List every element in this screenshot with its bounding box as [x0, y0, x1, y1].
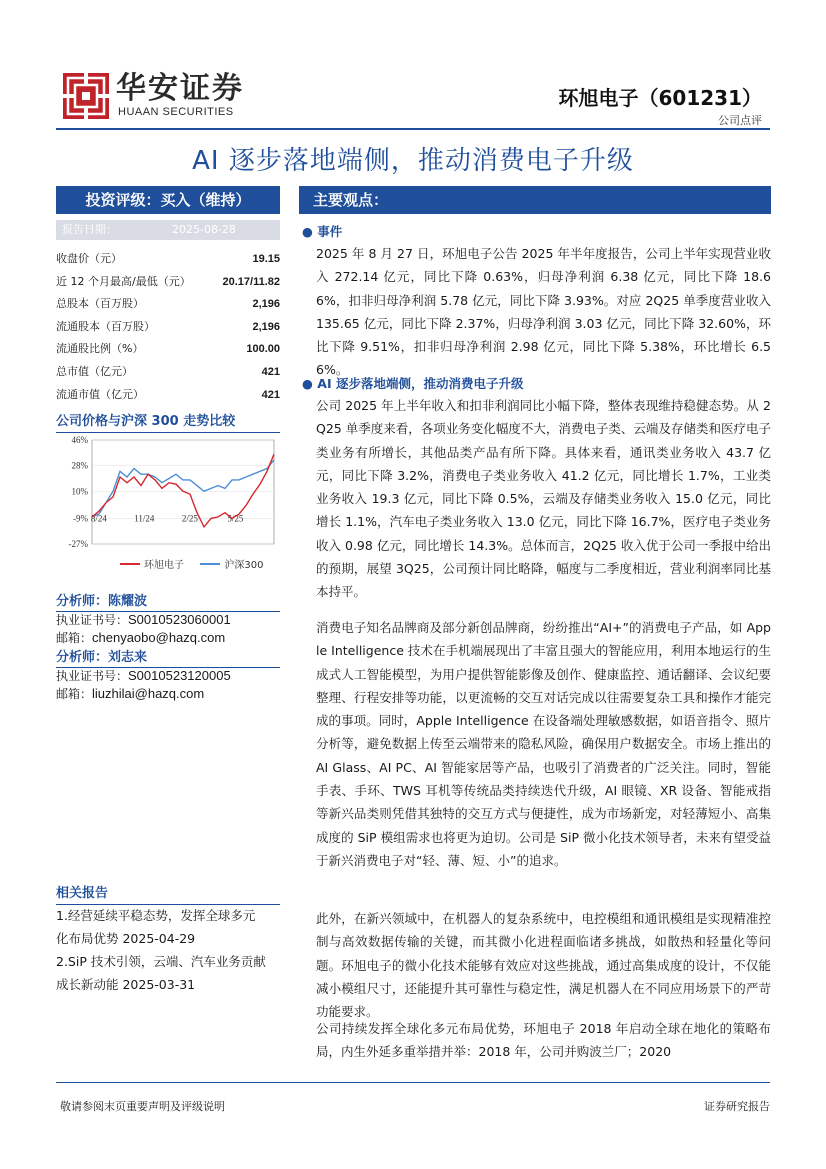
rating-bar: 投资评级：买入（维持）	[56, 186, 280, 214]
metric-row	[56, 318, 280, 341]
bullet-icon: ●	[302, 224, 318, 239]
metric-value: 421	[261, 388, 280, 401]
metric-label: 流通市值（亿元）	[56, 387, 144, 401]
paragraph-business: 公司 2025 年上半年收入和扣非利润同比小幅下降，整体表现维持稳健态势。从 2Q25 单季度来看，各项业务变化幅度不大，消费电子类、云端及存储类和医疗电子类业务有所增长，其他品类产品有所下降。具体来看，通讯类业务收入 43.7 亿元，同比下降 3.2%，消费电子类业务收入 41.2 亿元，同比增长 1.7%，工业类业务收入 19.3 亿元，同比下降 0.5%，云端及存储类业务收入 15.0 亿元，同比增长 1.1%，汽车电子类业务收入 13.0 亿元，同比下降 16.7%，医疗电子类业务收入 0.98 亿元，同比增长 14.3%。总体而言，2Q25 收入优于公司一季报中给出的预期，展望 3Q25，公司预计同比略降，幅度与二季度相近，营业利润率同比基本持平。	[316, 398, 771, 600]
metrics-table	[56, 250, 280, 408]
paragraph-robotics: 此外，在新兴领域中，在机器人的复杂系统中，电控模组和通讯模组是实现精准控制与高效数据传输的关键，而其微小化进程面临诸多挑战，如散热和轻量化等问题。环旭电子的微小化技术能够有效应对这些挑战，通过高集成度的设计，不仅能减小模组尺寸，还能提升其可靠性与稳定性，满足机器人在不同应用场景下的严苛功能要求。	[316, 911, 771, 1020]
analyst-heading: 分析师：刘志来	[56, 646, 280, 668]
metric-label: 流通股本（百万股）	[56, 319, 155, 333]
related-report-date: 化布局优势 2025-04-29	[56, 931, 196, 946]
metric-row	[56, 340, 280, 363]
logo-text-cn: 华安证券	[116, 71, 244, 106]
email-label: 邮箱：	[56, 687, 93, 701]
metric-label: 总市值（亿元）	[56, 364, 133, 378]
report-date-label: 报告日期：	[62, 223, 117, 236]
metric-row	[56, 386, 280, 409]
analyst-email[interactable]: liuzhilai@hazq.com	[92, 686, 205, 701]
metric-value: 19.15	[252, 253, 280, 265]
header-divider	[56, 128, 770, 130]
y-tick-label: -9%	[73, 513, 88, 524]
metric-row	[56, 295, 280, 318]
price-chart-svg	[56, 432, 280, 552]
legend-swatch-company	[120, 563, 140, 565]
main-views-heading: 主要观点：	[299, 186, 771, 214]
email-label: 邮箱：	[56, 631, 93, 645]
analyst-cert-line	[56, 667, 231, 684]
analyst-email[interactable]: chenyaobo@hazq.com	[92, 630, 226, 645]
metric-value: 2,196	[252, 320, 280, 333]
section-title-ai: AI 逐步落地端侧，推动消费电子升级	[317, 376, 524, 391]
chart-section-title: 公司价格与沪深 300 走势比较	[56, 410, 280, 433]
cert-label: 执业证书号：	[56, 669, 129, 683]
y-tick-label: 28%	[71, 460, 88, 471]
metric-row	[56, 363, 280, 386]
legend-swatch-index	[200, 563, 220, 565]
analyst-heading: 分析师：陈耀波	[56, 590, 280, 612]
bullet-icon: ●	[302, 376, 318, 391]
report-title: AI 逐步落地端侧，推动消费电子升级	[192, 146, 634, 176]
paragraph-consumer-ai: 消费电子知名品牌商及部分新创品牌商，纷纷推出“AI+”的消费电子产品，如 Apple Intelligence 技术在手机端展现出了丰富且强大的智能应用，利用本地运行的生成式人工智能模型，为用户提供智能影像及创作、健康监控、通话翻译、会议纪要整理、行程安排等功能，以更流畅的交互对话完成以往需要复杂工具和操作才能完成的事项。同时，Apple Intelligence 在设备端处理敏感数据，如语音指令、照片分析等，避免数据上传至云端带来的隐私风险，确保用户数据安全。市场上推出的 AI Glass、AI PC、AI 智能家居等产品，也吸引了消费者的广泛关注。同时，智能手表、手环、TWS 耳机等传统品类持续迭代升级，AI 眼镜、XR 设备、智能戒指等新兴品类则凭借其独特的交互方式与便捷性，成为市场新宠，对轻薄短小、高集成度的 SiP 模组需求也将更为迫切。公司是 SiP 微小化技术领导者，未来有望受益于新兴消费电子对“轻、薄、短、小”的追求。	[316, 620, 771, 868]
logo-text-en: HUAAN SECURITIES	[118, 106, 234, 118]
related-report-date: 成长新动能 2025-03-31	[56, 977, 196, 992]
metric-value: 100.00	[246, 343, 280, 356]
cert-number: S0010523120005	[128, 668, 231, 683]
y-tick-label: -27%	[68, 539, 88, 549]
metric-value: 20.17/11.82	[222, 275, 280, 288]
related-report-item[interactable]	[56, 904, 290, 950]
metric-label: 近 12 个月最高/最低（元）	[56, 274, 191, 288]
footer-disclaimer[interactable]: 敬请参阅末页重要声明及评级说明	[60, 1100, 225, 1113]
cert-label: 执业证书号：	[56, 613, 129, 627]
report-date-value: 2025-08-28	[172, 223, 236, 236]
related-report-title: 2.SiP 技术引领，云端、汽车业务贡献	[56, 954, 266, 969]
section-bullet	[302, 222, 342, 240]
paragraph-global: 公司持续发挥全球化多元布局优势，环旭电子 2018 年启动全球在地化的策略布局，内生外延多重举措并举：2018 年，公司并购波兰厂；2020	[316, 1021, 771, 1060]
metric-value: 2,196	[252, 298, 280, 311]
x-tick-label: 8/24	[90, 513, 107, 524]
analyst-email-line	[56, 685, 204, 702]
legend-label-company: 环旭电子	[144, 560, 184, 571]
metric-label: 流通股比例（%）	[56, 342, 144, 356]
report-date-row	[56, 220, 280, 240]
x-tick-label: 11/24	[134, 513, 155, 524]
section-bullet	[302, 374, 523, 392]
related-reports-heading: 相关报告	[56, 882, 280, 905]
metric-value: 421	[261, 365, 280, 378]
metric-row	[56, 250, 280, 273]
section-title-event: 事件	[317, 224, 343, 239]
related-report-item[interactable]	[56, 950, 290, 996]
series-line-index	[92, 460, 274, 517]
metric-label: 总股本（百万股）	[56, 297, 144, 311]
company-name: 环旭电子（601231）	[558, 86, 762, 110]
analyst-email-line	[56, 629, 225, 646]
footer-report-label: 证券研究报告	[704, 1100, 770, 1113]
paragraph-event: 2025 年 8 月 27 日，环旭电子公告 2025 年半年度报告，公司上半年实现营业收入 272.14 亿元，同比下降 0.63%，归母净利润 6.38 亿元，同比下降 18.66%，扣非归母净利润 5.78 亿元，同比下降 3.93%。对应 2Q25 单季度营业收入 135.65 亿元，同比下降 2.37%，归母净利润 3.03 亿元，同比下降 32.60%，环比下降 9.51%，扣非归母净利润 2.98 亿元，同比下降 5.38%，环比增长 6.56%。	[316, 246, 771, 378]
y-tick-label: 10%	[71, 486, 88, 497]
metric-label: 收盘价（元）	[56, 252, 122, 265]
logo-mark-icon	[62, 72, 110, 120]
related-report-title: 1.经营延续平稳态势，发挥全球多元	[56, 908, 256, 923]
metric-row	[56, 273, 280, 296]
legend-label-index: 沪深300	[224, 560, 264, 571]
x-tick-label: 2/25	[181, 513, 198, 524]
y-tick-label: 46%	[71, 435, 88, 445]
cert-number: S0010523060001	[128, 612, 231, 627]
footer-divider	[56, 1082, 770, 1083]
company-logo	[62, 72, 252, 120]
chart-legend	[120, 556, 263, 571]
x-tick-label: 5/25	[227, 513, 244, 524]
report-type: 公司点评	[718, 114, 762, 127]
analyst-cert-line	[56, 611, 231, 628]
